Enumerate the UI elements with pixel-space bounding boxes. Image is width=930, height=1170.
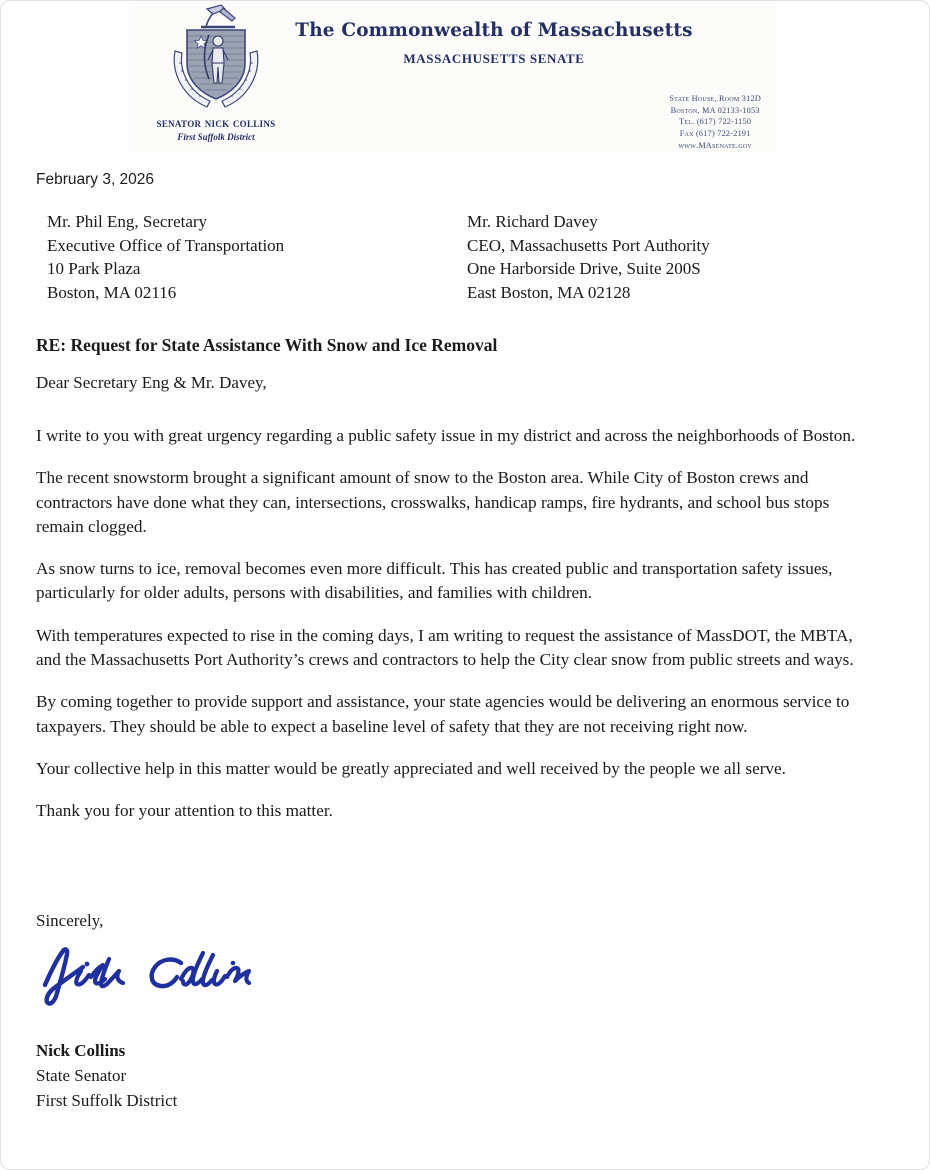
letterhead-titles xyxy=(279,19,709,67)
recipient-right-line-4: East Boston, MA 02128 xyxy=(467,282,631,302)
signer-name: Nick Collins xyxy=(36,1041,126,1060)
letterhead-senator-district: First Suffolk District xyxy=(177,132,255,142)
contact-line-address1: State House, Room 312D xyxy=(669,94,761,103)
signer-title: State Senator xyxy=(36,1066,127,1085)
recipient-left-line-4: Boston, MA 02116 xyxy=(47,282,177,302)
body-paragraph: The recent snowstorm brought a significant amount of snow to the Boston area. While City of Boston crews and contractors have done what they can, intersections, crosswalks, handicap ramps, fire hydrants, and school bus stops remain clogged. xyxy=(36,468,830,536)
recipient-right-line-3: One Harborside Drive, Suite 200S xyxy=(467,259,701,278)
contact-line-fax: Fax (617) 722-2191 xyxy=(679,128,751,138)
letter-body xyxy=(36,424,881,842)
recipient-left-line-1: Mr. Phil Eng, Secretary xyxy=(47,212,208,231)
recipient-block xyxy=(47,210,887,304)
body-paragraph: As snow turns to ice, removal becomes even more difficult. This has created public and transportation safety issues, particularly for older adults, persons with disabilities, and families with children. xyxy=(36,559,833,603)
body-paragraph: I write to you with great urgency regarding a public safety issue in my district and across the neighborhoods of Boston. xyxy=(36,426,856,445)
recipient-right-line-1: Mr. Richard Davey xyxy=(467,212,598,231)
signature-image xyxy=(37,937,277,1009)
recipient-address-right xyxy=(467,210,867,304)
body-paragraph: By coming together to provide support and assistance, your state agencies would be delivering an enormous service to taxpayers. They should be able to expect a baseline level of safety that they are not receiving right now. xyxy=(36,692,850,736)
contact-line-address2: Boston, MA 02133-1053 xyxy=(670,105,760,115)
subject-line: RE: Request for State Assistance With Snow and Ice Removal xyxy=(36,335,498,355)
body-paragraph: Your collective help in this matter would be greatly appreciated and well received by the people we all serve. xyxy=(36,758,786,778)
recipient-address-left xyxy=(47,210,467,304)
recipient-right-line-2: CEO, Massachusetts Port Authority xyxy=(467,235,710,255)
closing-line: Sincerely, xyxy=(36,911,104,930)
letter-date: February 3, 2026 xyxy=(36,171,155,188)
massachusetts-state-seal-icon xyxy=(161,3,271,115)
body-paragraph: Thank you for your attention to this matter. xyxy=(36,801,333,821)
commonwealth-title: The Commonwealth of Massachusetts xyxy=(295,19,693,41)
contact-line-tel: Tel. (617) 722-1150 xyxy=(679,117,752,127)
body-paragraph: With temperatures expected to rise in the coming days, I am writing to request the assistance of MassDOT, the MBTA, and the Massachusetts Port Authority’s crews and contractors to help the City clear snow from public streets and ways. xyxy=(36,625,854,670)
chamber-title: MASSACHUSETTS SENATE xyxy=(403,51,585,66)
signature-block xyxy=(36,1038,177,1113)
recipient-left-line-3: 10 Park Plaza xyxy=(47,259,141,278)
contact-line-website: www.MAsenate.gov xyxy=(678,140,752,150)
letterhead-contact-block xyxy=(669,93,761,151)
signer-district: First Suffolk District xyxy=(36,1091,178,1110)
recipient-left-line-2: Executive Office of Transportation xyxy=(47,235,285,255)
letterhead-senator-name: senator nick collins xyxy=(156,116,276,130)
salutation-line: Dear Secretary Eng & Mr. Davey, xyxy=(36,373,267,392)
letterhead-banner xyxy=(129,1,777,153)
seal-block xyxy=(141,3,291,142)
